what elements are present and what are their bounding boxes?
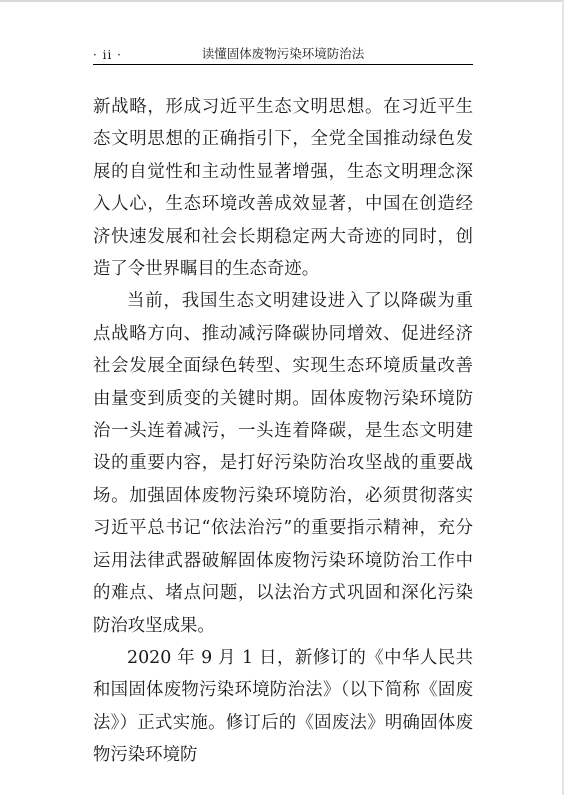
header-rule [93, 64, 473, 65]
body-text [93, 91, 473, 772]
page-number: · ii · [93, 48, 122, 62]
page-top-edge [0, 0, 564, 2]
running-header [93, 44, 473, 64]
paragraph: 当前，我国生态文明建设进入了以降碳为重点战略方向、推动减污降碳协同增效、促进经济社会发展全面绿色转型、实现生态环境质量改善由量变到质变的关键时期。固体废物污染环境防治一头连着减污，一头连着降碳，是生态文明建设的重要内容，是打好污染防治攻坚战的重要战场。加强固体废物污染环境防治，必须贯彻落实习近平总书记“依法治污”的重要指示精神，充分运用法律武器破解固体废物污染环境防治工作中的难点、堵点问题，以法治方式巩固和深化污染防治攻坚成果。 [93, 291, 473, 636]
paragraph: 2020 年 9 月 1 日，新修订的《中华人民共和国固体废物污染环境防治法》（以下简称《固废法》）正式实施。修订后的《固废法》明确固体废物污染环境防 [93, 647, 473, 766]
paragraph-continued: 新战略，形成习近平生态文明思想。在习近平生态文明思想的正确指引下，全党全国推动绿色发展的自觉性和主动性显著增强，生态文明理念深入人心，生态环境改善成效显著，中国在创造经济快速发展和社会长期稳定两大奇迹的同时，创造了令世界瞩目的生态奇迹。 [93, 97, 473, 280]
book-title: 读懂固体废物污染环境防治法 [201, 46, 365, 61]
